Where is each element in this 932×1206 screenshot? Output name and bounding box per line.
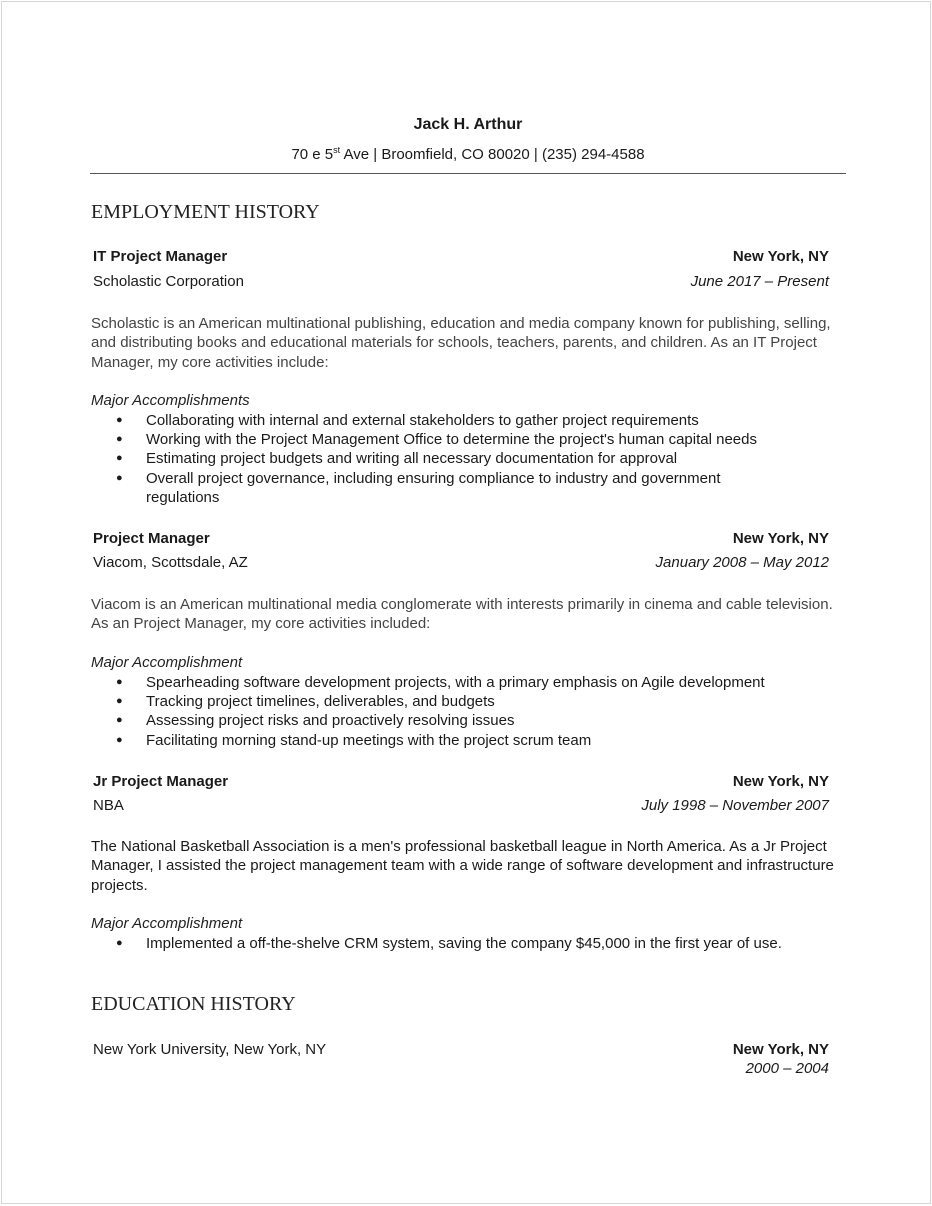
job-3-company: NBA bbox=[93, 797, 124, 814]
job-3-description: The National Basketball Association is a men's professional basketball league in North America. As a Jr Project Manager, I assisted the project management team with a wide range of software development and infrastructure projects. bbox=[91, 838, 834, 894]
education-location: New York, NY bbox=[732, 1041, 829, 1058]
job-2-company-row bbox=[93, 554, 829, 572]
job-1-description: Scholastic is an American multinational publishing, education and media company known for publishing, selling, and distributing books and educational materials for schools, teachers, parents, and children. As an IT Project Manager, my core activities include: bbox=[91, 315, 831, 371]
employment-heading: EMPLOYMENT HISTORY bbox=[91, 201, 320, 223]
job-1-position: IT Project Manager bbox=[93, 248, 228, 265]
job-3-bullets bbox=[91, 934, 841, 953]
address-rest: Ave | Broomfield, CO 80020 | (235) 294-4588 bbox=[340, 146, 645, 163]
list-item: ● Working with the Project Management Office to determine the project's human capital needs bbox=[91, 430, 841, 449]
job-2-accomplishments-label: Major Accomplishment bbox=[91, 654, 243, 671]
list-item: ● Collaborating with internal and external stakeholders to gather project requirements bbox=[91, 411, 841, 430]
job-2-title-row bbox=[93, 530, 829, 548]
job-2-location: New York, NY bbox=[732, 530, 829, 547]
job-2-position: Project Manager bbox=[93, 530, 210, 547]
job-2-dates: January 2008 – May 2012 bbox=[655, 554, 829, 571]
job-3-dates: July 1998 – November 2007 bbox=[641, 797, 829, 814]
address-ordinal: st bbox=[333, 145, 341, 155]
job-3-position: Jr Project Manager bbox=[93, 773, 229, 790]
list-item: ● Assessing project risks and proactively resolving issues bbox=[91, 711, 841, 730]
job-1-location: New York, NY bbox=[732, 248, 829, 265]
job-3-accomplishments-label: Major Accomplishment bbox=[91, 915, 243, 932]
job-2-bullets bbox=[91, 673, 841, 750]
list-item: ● Overall project governance, including ensuring compliance to industry and government regulations bbox=[91, 469, 841, 507]
job-2-description: Viacom is an American multinational media conglomerate with interests primarily in cinema and cable television. As an Project Manager, my core activities included: bbox=[91, 596, 833, 633]
list-item: ● Implemented a off-the-shelve CRM system, saving the company $45,000 in the first year of use. bbox=[91, 934, 841, 953]
job-1-title-row bbox=[93, 248, 829, 266]
resume-page bbox=[1, 1, 931, 1204]
job-3-location: New York, NY bbox=[732, 773, 829, 790]
list-item: ● Tracking project timelines, deliverables, and budgets bbox=[91, 692, 841, 711]
candidate-name: Jack H. Arthur bbox=[413, 116, 523, 133]
job-3-title-row bbox=[93, 773, 829, 791]
list-item: ● Estimating project budgets and writing all necessary documentation for approval bbox=[91, 449, 841, 468]
education-row bbox=[93, 1041, 829, 1059]
job-1-bullets bbox=[91, 411, 841, 507]
education-heading: EDUCATION HISTORY bbox=[91, 993, 296, 1015]
job-1-company: Scholastic Corporation bbox=[93, 273, 244, 290]
contact-line bbox=[2, 146, 932, 163]
education-school: New York University, New York, NY bbox=[93, 1041, 327, 1058]
job-2-company: Viacom, Scottsdale, AZ bbox=[93, 554, 248, 571]
list-item: ● Spearheading software development projects, with a primary emphasis on Agile development bbox=[91, 673, 841, 692]
job-1-accomplishments-label: Major Accomplishments bbox=[91, 392, 250, 409]
header-divider bbox=[90, 173, 846, 174]
job-1-dates: June 2017 – Present bbox=[690, 273, 829, 290]
education-dates: 2000 – 2004 bbox=[745, 1060, 829, 1077]
job-3-company-row bbox=[93, 797, 829, 815]
list-item: ● Facilitating morning stand-up meetings with the project scrum team bbox=[91, 731, 841, 750]
job-1-company-row bbox=[93, 273, 829, 291]
address-start: 70 e 5 bbox=[291, 146, 334, 163]
